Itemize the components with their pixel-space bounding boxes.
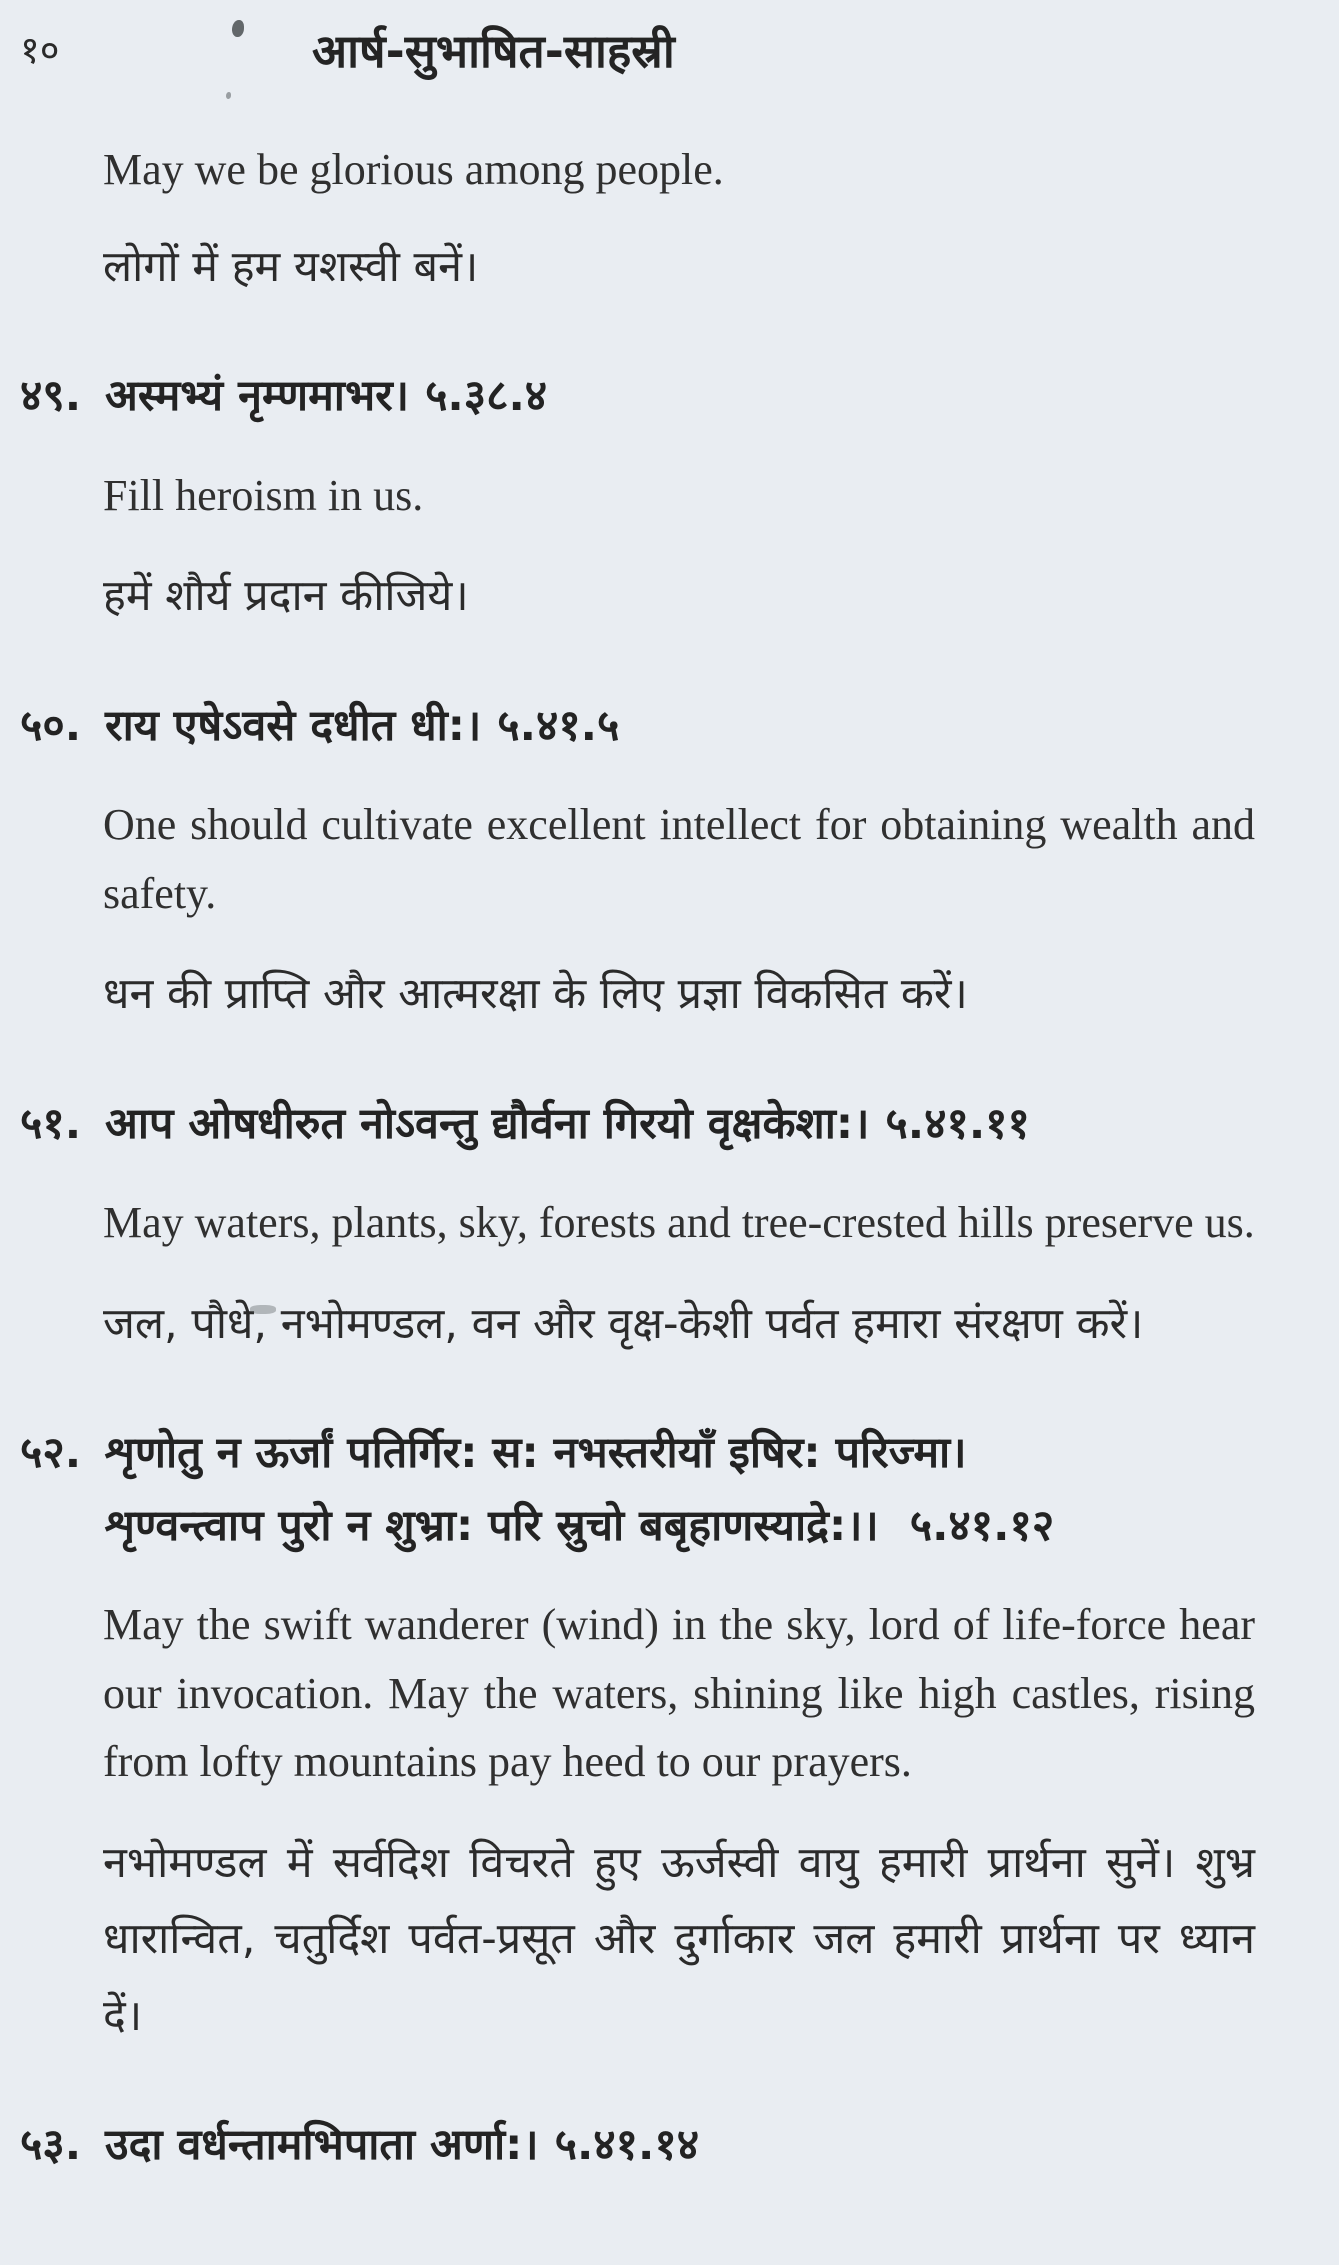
intro-continuation-block (103, 136, 1255, 305)
verse-sanskrit-text: आप ओषधीरुत नोऽवन्तु द्यौर्वना गिरयो वृक्षकेशा:। (105, 1098, 870, 1149)
verse-english-translation: Fill heroism in us. (103, 470, 424, 520)
intro-hindi-translation: लोगों में हम यशस्वी बनें। (103, 241, 479, 292)
verse-51 (20, 1093, 1255, 1363)
verse-number: ५१. (20, 1098, 82, 1149)
page-number: १० (20, 28, 60, 72)
verse-sanskrit-line-2: शृण्वन्त्वाप पुरो न शुभ्रा: परि स्रुचो बबृहाणस्याद्रे:।। (105, 1500, 879, 1551)
verse-sanskrit-line-1: शृणोतु न ऊर्जां पतिर्गिर: स: नभस्तरीयाँ इषिर: परिज्मा। (105, 1428, 967, 1479)
verse-number: ५२. (20, 1428, 82, 1479)
verse-52 (20, 1422, 1255, 2054)
verse-heading (20, 1422, 1255, 1484)
verse-number: ४९. (20, 371, 82, 422)
book-title: आर्ष-सुभाषित-साहस्री (312, 24, 675, 78)
intro-english-translation: May we be glorious among people. (103, 145, 724, 194)
verse-sanskrit-text: अस्मभ्यं नृम्णमाभर। (105, 371, 410, 422)
verse-heading-line-2 (105, 1495, 1255, 1557)
verse-heading (20, 2114, 1255, 2176)
verse-english-translation: May the swift wanderer (wind) in the sky, lord of life-force hear our invocation. May the waters, shining like high castles, rising from lofty mountains pay heed to our prayers. (103, 1599, 1255, 1787)
scan-speck (250, 1305, 276, 1314)
verse-heading (20, 365, 1255, 427)
verse-50 (20, 695, 1255, 1033)
verse-sanskrit-text: उदा वर्धन्तामभिपाता अर्णा:। (105, 2120, 539, 2171)
verse-number: ५३. (20, 2120, 82, 2171)
verse-reference: ५.४१.५ (497, 700, 620, 751)
verse-reference: ५.३८.४ (425, 371, 548, 422)
verse-english-translation: May waters, plants, sky, forests and tree-crested hills preserve us. (103, 1198, 1255, 1248)
verse-49 (20, 365, 1255, 635)
verse-number: ५०. (20, 700, 82, 751)
page-header (20, 20, 1255, 86)
verse-hindi-translation: हमें शौर्य प्रदान कीजिये। (103, 571, 469, 622)
verse-reference: ५.४१.११ (885, 1098, 1030, 1149)
verse-reference: ५.४१.१२ (909, 1500, 1055, 1551)
verse-reference: ५.४१.१४ (554, 2120, 700, 2171)
verse-hindi-translation: जल, पौधे, नभोमण्डल, वन और वृक्ष-केशी पर्वत हमारा संरक्षण करें। (103, 1298, 1144, 1349)
verse-english-translation: One should cultivate excellent intellect for obtaining wealth and safety. (103, 800, 1255, 918)
scan-speck (226, 92, 231, 99)
verse-53 (20, 2114, 1255, 2176)
verse-heading (20, 695, 1255, 757)
verse-hindi-translation: नभोमण्डल में सर्वदिश विचरते हुए ऊर्जस्वी वायु हमारी प्रार्थना सुनें। शुभ्र धारान्वित, चतुर्दिश पर्वत-प्रसूत और दुर्गाकार जल हमारी प्रार्थना पर ध्यान दें। (103, 1837, 1255, 2041)
verse-hindi-translation: धन की प्राप्ति और आत्मरक्षा के लिए प्रज्ञा विकसित करें। (103, 969, 968, 1020)
verse-heading (20, 1093, 1255, 1155)
verse-sanskrit-text: राय एषेऽवसे दधीत धी:। (105, 700, 482, 751)
